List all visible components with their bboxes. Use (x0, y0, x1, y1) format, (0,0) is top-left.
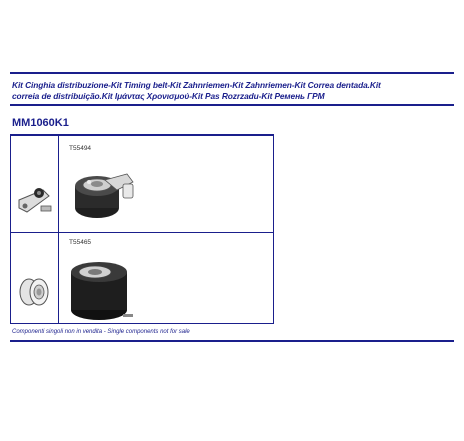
part-number-1: T55494 (69, 145, 92, 152)
tensioner-thumbnail-icon (15, 182, 55, 222)
header-bottom-rule (10, 104, 454, 106)
idler-pulley-icon (65, 256, 139, 324)
panel-row-divider (11, 232, 273, 233)
kit-code: MM1060K1 (12, 117, 69, 129)
components-panel (10, 134, 274, 324)
part-number-2: T55465 (69, 239, 92, 246)
header-line-1: Kit Cinghia distribuzione-Kit Timing belt-Kit Zahnriemen-Kit Zahnriemen-Kit Correa dentada.Kit (12, 80, 381, 90)
top-rule (10, 72, 454, 74)
footer-note: Componenti singoli non in vendita - Single components not for sale (12, 329, 190, 335)
idler-thumbnail-icon (15, 274, 55, 310)
header-line-2: correia de distribuição.Kit Ιμάντας Χρονισμού-Kit Pas Rozrzadu-Kit Ремень ГРМ (12, 91, 325, 101)
panel-column-divider (58, 136, 59, 323)
tensioner-pulley-icon (69, 162, 139, 224)
bottom-rule (10, 340, 454, 342)
